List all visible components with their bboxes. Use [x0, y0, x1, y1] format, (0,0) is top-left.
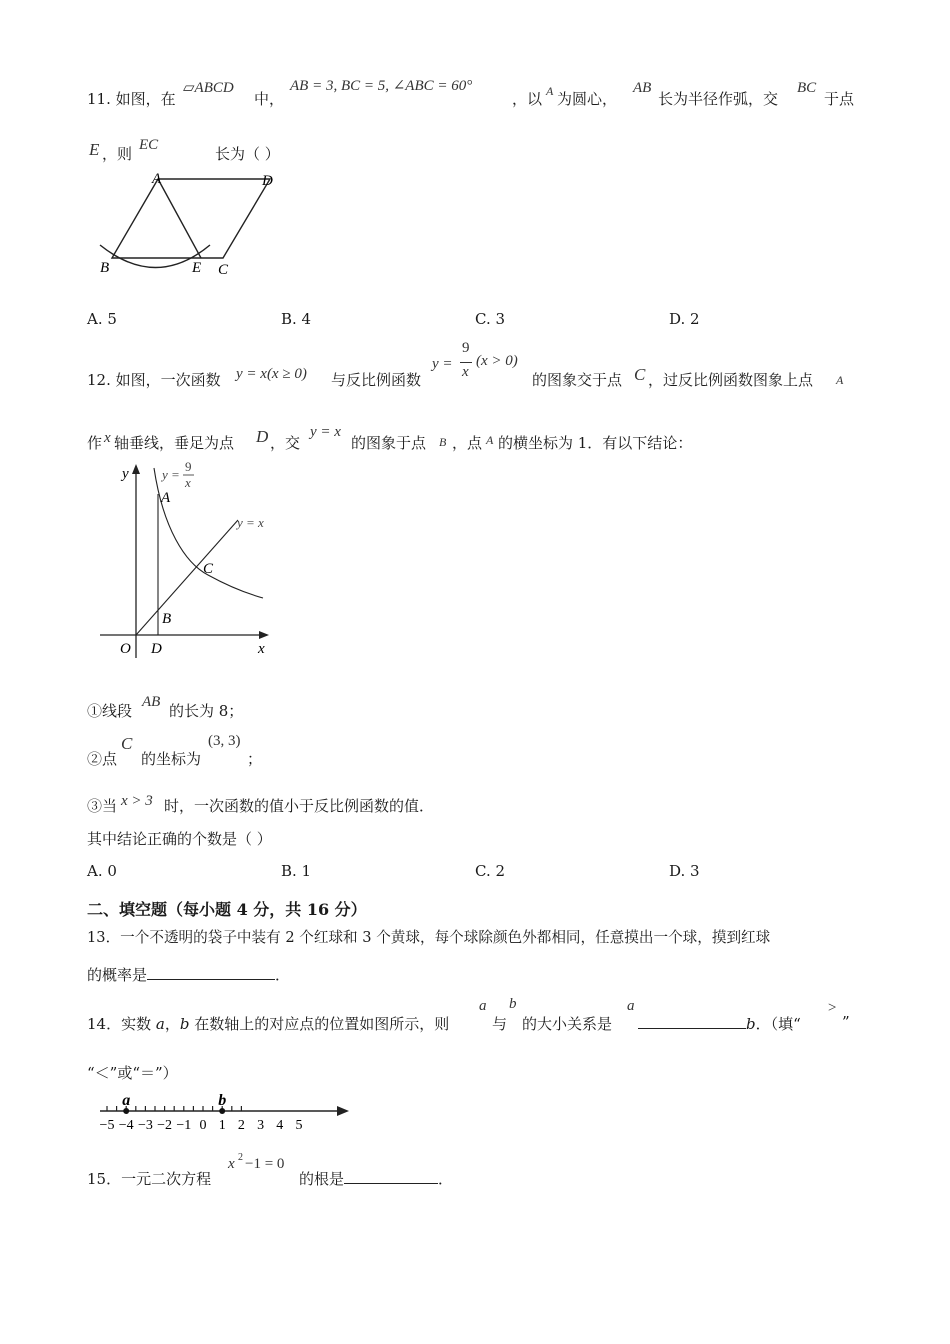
q12-line-y-eq-x	[136, 520, 238, 635]
q11-segment-ae	[158, 179, 201, 258]
q11-line1	[87, 88, 176, 109]
section-title-fill-in: 二、填空题（每小题 4 分，共 16 分）	[87, 900, 367, 919]
q14-tick-label: 5	[295, 1118, 303, 1133]
q11-text-2: 中，	[254, 90, 285, 108]
q11-segment-ec: EC	[139, 137, 159, 153]
q12-l2-text-6: 的横坐标为 1．有以下结论：	[498, 434, 693, 452]
q12-label-b: B	[162, 611, 172, 627]
q14-tick-label: 4	[276, 1118, 284, 1133]
q14-tick-label: 0	[199, 1118, 207, 1133]
q11-condition: AB = 3, BC = 5, ∠ABC = 60°	[290, 78, 473, 94]
q12-text-2: 与反比例函数	[331, 371, 422, 389]
q12-point-c: C	[634, 365, 646, 384]
q12-text-4: ，过反比例函数图象上点	[648, 371, 814, 389]
q11-text-3: ，以	[512, 90, 543, 108]
q14-tick-label: −5	[99, 1118, 115, 1133]
q11-figure	[90, 165, 290, 280]
q12-c2-text-2: 的坐标为	[141, 750, 202, 768]
q11-label-c: C	[218, 262, 229, 278]
q11-option-d: D. 2	[669, 310, 700, 328]
q12-c3-text-1: ③当	[87, 797, 118, 815]
q12-c1-segment: AB	[142, 694, 161, 710]
q14-math-a: a	[479, 998, 487, 1014]
q12-figure	[95, 458, 280, 663]
q12-l2-line-eq: y = x	[310, 424, 341, 440]
q12-c1-text-2: 的长为 8；	[169, 702, 244, 720]
q11-text-7: ，则	[102, 145, 133, 163]
q12-inverse-y: y =	[432, 356, 453, 372]
q12-label-curve-num: 9	[185, 459, 192, 474]
q11-label-e: E	[192, 260, 202, 276]
q12-ask: 其中结论正确的个数是（ ）	[87, 830, 272, 848]
q12-linear-function: y = x(x ≥ 0)	[236, 366, 307, 382]
q12-label-x-axis: x	[258, 641, 265, 657]
q11-parallelogram	[112, 179, 270, 258]
q11-text-4: 为圆心，	[557, 90, 618, 108]
q14-var-a: a	[155, 1015, 165, 1033]
q14-text-3: 在数轴上的对应点的位置如图所示，则	[189, 1015, 450, 1033]
q15-end: ．	[438, 1170, 454, 1188]
q14-tick-label: 1	[218, 1118, 226, 1133]
q12-fraction-bar	[460, 362, 472, 363]
q12-option-b: B. 1	[281, 862, 312, 880]
q12-c2-coord: (3, 3)	[208, 733, 241, 749]
q14-answer-area	[638, 1013, 801, 1034]
q14-math-b: b	[509, 996, 517, 1012]
q12-hyperbola	[154, 468, 263, 598]
q14-tick-label: 2	[237, 1118, 245, 1133]
q14-tick-label: 3	[257, 1118, 265, 1133]
q11-text-6: 于点	[824, 90, 855, 108]
q11-label-b: B	[100, 260, 110, 276]
q14-text-2: ，	[164, 1015, 180, 1033]
q12-c1-text-1: ①线段	[87, 702, 133, 720]
q12-inverse-denominator: x	[462, 364, 469, 380]
q15-math-exponent: 2	[238, 1152, 243, 1163]
q12-y-arrow	[132, 464, 140, 474]
q12-number: 12.	[87, 371, 111, 389]
q14-line1	[87, 1013, 449, 1034]
q12-label-d: D	[151, 641, 162, 657]
q12-option-c: C. 2	[475, 862, 506, 880]
q14-tick-label: −2	[157, 1118, 173, 1133]
q11-label-a: A	[152, 171, 162, 187]
q14-var-b2: b	[746, 1015, 756, 1033]
q11-option-c: C. 3	[475, 310, 506, 328]
q13-end: ．	[275, 966, 291, 984]
q14-point-b-label: b	[218, 1092, 227, 1109]
q12-c2-point: C	[121, 734, 133, 753]
q14-greater-than: >	[827, 1000, 838, 1016]
q13-line1: 13．一个不透明的袋子中装有 2 个红球和 3 个黄球，每个球除颜色外都相同，任意摸出一个球，摸到红球	[87, 929, 771, 946]
q12-option-a: A. 0	[87, 862, 117, 880]
q11-option-b: B. 4	[281, 310, 312, 328]
q12-l2-text-5: ，点	[452, 434, 483, 452]
q14-text-6: ．（填“	[755, 1015, 801, 1033]
q14-point-a-label: a	[122, 1092, 131, 1109]
q11-number: 11.	[87, 90, 111, 108]
q12-c2-text-1: ②点	[87, 750, 118, 768]
q13-answer-blank[interactable]	[147, 965, 275, 980]
q12-l2-point-d: D	[256, 427, 269, 446]
q14-text-4: 与	[492, 1015, 508, 1033]
q12-inverse-numerator: 9	[462, 340, 470, 356]
q14-tick-label: −1	[176, 1118, 192, 1133]
q15-math-rest: −1 = 0	[245, 1156, 285, 1172]
q11-point-e: E	[89, 140, 100, 159]
q14-math-a2: a	[627, 998, 635, 1014]
q11-point-a: A	[546, 84, 554, 98]
q12-c3-cond: x > 3	[121, 793, 153, 809]
q12-label-line: y = x	[237, 515, 264, 530]
q15-text-2: 的根是	[299, 1170, 345, 1188]
q12-label-curve-den: x	[185, 475, 191, 490]
q12-text-3: 的图象交于点	[532, 371, 623, 389]
q12-option-d: D. 3	[669, 862, 700, 880]
q11-text-1: 如图，在	[115, 90, 176, 108]
q12-label-curve-y: y =	[162, 467, 180, 482]
q13-line2	[87, 964, 290, 985]
q12-l2-text-1: 作	[87, 434, 103, 452]
q12-inverse-condition: (x > 0)	[476, 353, 518, 369]
q11-option-a: A. 5	[87, 310, 117, 328]
q13-line2-text: 的概率是	[87, 966, 148, 984]
q12-l2-x: x	[104, 430, 111, 446]
q15-tail	[299, 1168, 453, 1189]
q12-label-origin: O	[120, 641, 131, 657]
q12-line1	[87, 369, 221, 390]
q14-text-7: ”	[842, 1013, 850, 1031]
q12-label-a: A	[161, 490, 171, 506]
q11-label-d: D	[262, 173, 273, 189]
q12-l2-text-3: ，交	[270, 434, 301, 452]
q11-text-8: 长为（ ）	[215, 145, 280, 163]
q14-text-1: 14．实数	[87, 1015, 156, 1033]
q12-c3-text-2: 时，一次函数的值小于反比例函数的值．	[164, 797, 435, 815]
q12-l2-text-4: 的图象于点	[351, 434, 427, 452]
q14-text-5: 的大小关系是	[522, 1015, 613, 1033]
q14-tick-labels	[100, 1118, 303, 1133]
q12-text-1: 如图，一次函数	[115, 371, 221, 389]
q12-c2-text-3: ；	[247, 750, 263, 768]
q11-parallelogram-label: ▱ABCD	[183, 80, 234, 96]
q14-number-line	[95, 1088, 355, 1134]
q15-text-1: 15．一元二次方程	[87, 1170, 212, 1188]
q12-x-arrow	[259, 631, 269, 639]
q12-label-y-axis: y	[122, 466, 129, 482]
q14-answer-blank[interactable]	[638, 1014, 746, 1029]
q12-label-c: C	[203, 561, 214, 577]
q11-text-5: 长为半径作弧，交	[658, 90, 779, 108]
q11-segment-bc: BC	[797, 80, 817, 96]
q14-var-b: b	[179, 1015, 190, 1033]
q14-axis-arrow	[337, 1106, 349, 1116]
q15-math-x: x	[228, 1156, 235, 1172]
q14-tick-label: −3	[137, 1118, 153, 1133]
q12-point-a: A	[836, 373, 844, 387]
q12-l2-point-a: A	[486, 433, 494, 447]
q14-line2: “＜”或“＝”）	[87, 1064, 178, 1082]
q12-l2-point-b: B	[439, 435, 447, 449]
q14-tick-label: −4	[118, 1118, 134, 1133]
q11-segment-ab: AB	[633, 80, 652, 96]
q12-l2-text-2: 轴垂线，垂足为点	[114, 434, 235, 452]
q15-answer-blank[interactable]	[344, 1169, 438, 1184]
